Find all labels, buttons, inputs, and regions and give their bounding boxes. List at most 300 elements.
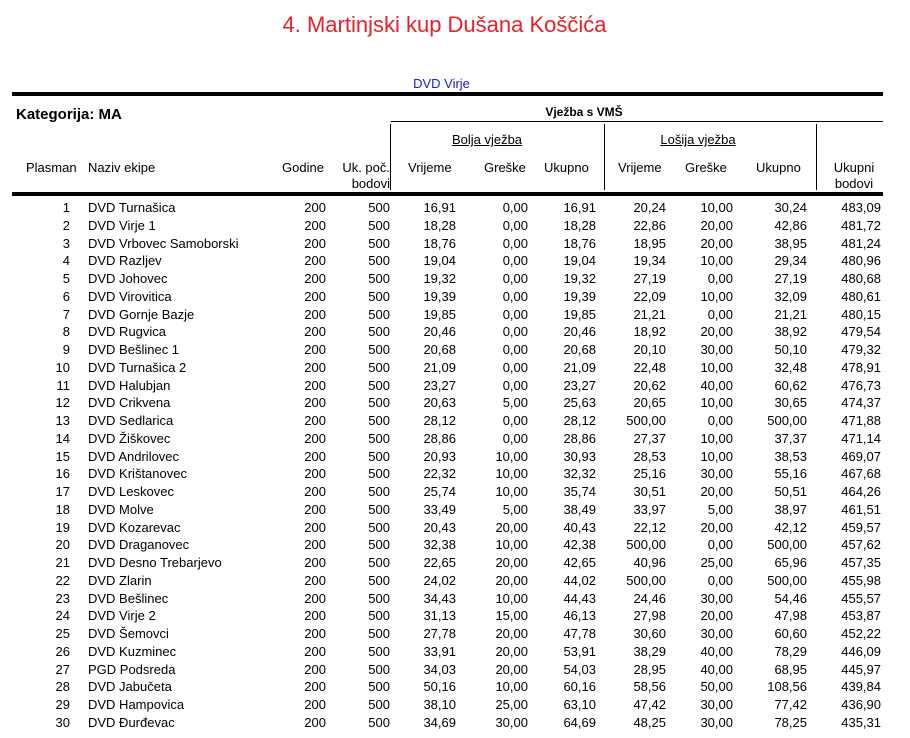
uk-poc-bodovi-cell: 500 [368, 466, 390, 482]
worse-vrijeme-cell: 22,09 [633, 288, 666, 304]
uk-poc-bodovi-cell: 500 [368, 484, 390, 499]
worse-vrijeme-cell: 20,62 [633, 377, 666, 393]
better-greske-cell: 0,00 [502, 324, 528, 340]
better-vrijeme-cell: 18,28 [423, 217, 456, 233]
godine-cell: 200 [304, 342, 326, 357]
better-vrijeme-cell: 28,86 [423, 430, 456, 446]
worse-vrijeme-cell: 47,42 [633, 697, 666, 712]
plasman-cell: 1 [62, 200, 70, 215]
ukupni-bodovi-cell: 481,24 [841, 235, 881, 251]
worse-vrijeme-cell: 30,60 [633, 626, 666, 641]
team-name-cell: DVD Krištanovec [88, 466, 187, 482]
team-name-cell: DVD Đurđevac [88, 714, 175, 730]
plasman-cell: 15 [55, 448, 70, 464]
better-greske-cell: 20,00 [495, 643, 528, 659]
godine-cell: 200 [304, 643, 326, 659]
worse-vrijeme-cell: 33,97 [633, 501, 666, 517]
plasman-cell: 18 [55, 501, 70, 517]
team-name-cell: DVD Johovec [88, 271, 168, 286]
ukupni-bodovi-cell: 474,37 [841, 395, 881, 411]
worse-run-header: Lošija vježba [660, 132, 736, 147]
team-name-cell: DVD Draganovec [88, 537, 190, 553]
worse-vrijeme-cell: 22,86 [633, 217, 666, 233]
godine-cell: 200 [304, 626, 326, 641]
worse-ukupno-cell: 38,92 [774, 324, 807, 340]
godine-cell: 200 [304, 519, 326, 535]
header-top-rule [12, 92, 883, 96]
uk-poc-bodovi-cell: 500 [368, 413, 390, 428]
worse-ukupno-cell: 65,96 [774, 555, 807, 570]
table-row [0, 519, 883, 537]
better-ukupno-cell: 20,46 [563, 324, 596, 340]
plasman-cell: 14 [55, 430, 70, 446]
group-header: Vježba s VMŠ [545, 105, 623, 119]
group-header-underline [391, 121, 883, 122]
better-ukupno-cell: 54,03 [563, 661, 596, 677]
plasman-cell: 6 [62, 288, 70, 304]
worse-greske-cell: 10,00 [700, 253, 733, 269]
better-vrijeme-cell: 34,43 [423, 590, 456, 606]
ukupni-bodovi-cell: 480,96 [841, 253, 881, 269]
better-greske-cell: 0,00 [502, 413, 528, 428]
worse-ukupno-cell: 27,19 [774, 271, 807, 286]
worse-vrijeme-cell: 21,21 [633, 306, 666, 322]
worse-ukupno-cell: 32,48 [774, 359, 807, 375]
better-ukupno-cell: 16,91 [563, 200, 596, 215]
table-row [0, 554, 883, 572]
table-row [0, 465, 883, 483]
uk-poc-bodovi-cell: 500 [368, 679, 390, 695]
worse-ukupno-cell: 30,24 [774, 200, 807, 215]
plasman-cell: 28 [55, 679, 70, 695]
team-name-cell: DVD Kozarevac [88, 519, 181, 535]
better-greske-cell: 10,00 [495, 590, 528, 606]
uk-poc-bodovi-cell: 500 [368, 501, 390, 517]
uk-poc-bodovi-cell: 500 [368, 217, 390, 233]
worse-ukupno-cell: 78,25 [774, 714, 807, 730]
better-vrijeme-cell: 19,32 [423, 271, 456, 286]
better-greske-cell: 10,00 [495, 448, 528, 464]
uk-poc-bodovi-cell: 500 [368, 572, 390, 588]
uk-poc-bodovi-cell: 500 [368, 235, 390, 251]
uk-poc-bodovi-cell: 500 [368, 288, 390, 304]
table-row [0, 590, 883, 608]
better-greske-cell: 0,00 [502, 377, 528, 393]
uk-poc-bodovi-cell: 500 [368, 608, 390, 624]
better-vrijeme-cell: 24,02 [423, 572, 456, 588]
better-vrijeme-cell: 19,39 [423, 288, 456, 304]
ukupni-bodovi-cell: 453,87 [841, 608, 881, 624]
ukupni-bodovi-cell: 455,98 [841, 572, 881, 588]
team-name-cell: DVD Andrilovec [88, 448, 180, 464]
worse-vrijeme-cell: 28,95 [633, 661, 666, 677]
worse-vrijeme-cell: 22,48 [633, 359, 666, 375]
col-header-greske-1: Greške [484, 160, 526, 175]
godine-cell: 200 [304, 253, 326, 269]
worse-ukupno-cell: 42,86 [774, 217, 807, 233]
godine-cell: 200 [304, 395, 326, 411]
better-greske-cell: 0,00 [502, 288, 528, 304]
uk-poc-bodovi-cell: 500 [368, 342, 390, 357]
team-name-cell: DVD Molve [88, 501, 154, 517]
godine-cell: 200 [304, 324, 326, 340]
better-greske-cell: 0,00 [502, 430, 528, 446]
better-greske-cell: 10,00 [495, 466, 528, 482]
ukupni-bodovi-cell: 445,97 [841, 661, 881, 677]
better-greske-cell: 10,00 [495, 537, 528, 553]
plasman-cell: 29 [55, 697, 70, 712]
better-vrijeme-cell: 38,10 [423, 697, 456, 712]
godine-cell: 200 [304, 590, 326, 606]
better-run-header: Bolja vježba [451, 132, 523, 147]
table-row [0, 483, 883, 501]
worse-ukupno-cell: 60,60 [774, 626, 807, 641]
table-row [0, 696, 883, 714]
worse-greske-cell: 10,00 [700, 448, 733, 464]
plasman-cell: 12 [55, 395, 70, 411]
worse-vrijeme-cell: 19,34 [633, 253, 666, 269]
ukupni-bodovi-cell: 467,68 [841, 466, 881, 482]
worse-ukupno-cell: 21,21 [774, 306, 807, 322]
team-name-cell: DVD Leskovec [88, 484, 174, 499]
godine-cell: 200 [304, 697, 326, 712]
uk-poc-bodovi-cell: 500 [368, 395, 390, 411]
plasman-cell: 13 [55, 413, 70, 428]
uk-poc-bodovi-cell: 500 [368, 697, 390, 712]
plasman-cell: 24 [55, 608, 70, 624]
godine-cell: 200 [304, 679, 326, 695]
worse-vrijeme-cell: 38,29 [633, 643, 666, 659]
better-vrijeme-cell: 28,12 [423, 413, 456, 428]
godine-cell: 200 [304, 413, 326, 428]
worse-greske-cell: 20,00 [700, 217, 733, 233]
worse-ukupno-cell: 108,56 [767, 679, 807, 695]
ukupni-bodovi-cell: 439,84 [841, 679, 881, 695]
godine-cell: 200 [304, 377, 326, 393]
godine-cell: 200 [304, 484, 326, 499]
better-vrijeme-cell: 21,09 [423, 359, 456, 375]
uk-poc-bodovi-cell: 500 [368, 643, 390, 659]
better-greske-cell: 20,00 [495, 555, 528, 570]
table-row [0, 625, 883, 643]
plasman-cell: 17 [55, 484, 70, 499]
col-header-ukupni-bodovi: bodovi [834, 176, 874, 191]
better-vrijeme-cell: 20,63 [423, 395, 456, 411]
worse-greske-cell: 0,00 [707, 271, 733, 286]
worse-vrijeme-cell: 27,19 [633, 271, 666, 286]
table-row [0, 607, 883, 625]
uk-poc-bodovi-cell: 500 [368, 430, 390, 446]
godine-cell: 200 [304, 200, 326, 215]
better-vrijeme-cell: 33,91 [423, 643, 456, 659]
godine-cell: 200 [304, 661, 326, 677]
host-label: DVD Virje [413, 76, 470, 91]
uk-poc-bodovi-cell: 500 [368, 555, 390, 570]
better-greske-cell: 0,00 [502, 253, 528, 269]
table-row [0, 323, 883, 341]
worse-vrijeme-cell: 30,51 [633, 484, 666, 499]
team-name-cell: DVD Vrbovec Samoborski [88, 235, 239, 251]
worse-vrijeme-cell: 22,12 [633, 519, 666, 535]
ukupni-bodovi-cell: 480,68 [841, 271, 881, 286]
better-ukupno-cell: 63,10 [563, 697, 596, 712]
better-greske-cell: 20,00 [495, 519, 528, 535]
worse-vrijeme-cell: 500,00 [626, 572, 666, 588]
better-ukupno-cell: 64,69 [563, 714, 596, 730]
team-name-cell: DVD Virje 2 [88, 608, 156, 624]
team-name-cell: DVD Razljev [88, 253, 162, 269]
worse-vrijeme-cell: 500,00 [626, 413, 666, 428]
uk-poc-bodovi-cell: 500 [368, 253, 390, 269]
team-name-cell: DVD Gornje Bazje [88, 306, 195, 322]
godine-cell: 200 [304, 448, 326, 464]
better-greske-cell: 15,00 [495, 608, 528, 624]
better-ukupno-cell: 19,32 [563, 271, 596, 286]
col-header-godine: Godine [282, 160, 324, 175]
team-name-cell: DVD Turnašica 2 [88, 359, 187, 375]
worse-ukupno-cell: 30,65 [774, 395, 807, 411]
uk-poc-bodovi-cell: 500 [368, 271, 390, 286]
worse-greske-cell: 30,00 [700, 590, 733, 606]
team-name-cell: DVD Virje 1 [88, 217, 156, 233]
plasman-cell: 9 [62, 342, 70, 357]
table-row [0, 430, 883, 448]
uk-poc-bodovi-cell: 500 [368, 359, 390, 375]
ukupni-bodovi-cell: 459,57 [841, 519, 881, 535]
godine-cell: 200 [304, 714, 326, 730]
ukupni-bodovi-cell: 471,14 [841, 430, 881, 446]
table-row [0, 199, 883, 217]
plasman-cell: 30 [55, 714, 70, 730]
plasman-cell: 19 [55, 519, 70, 535]
col-header-vrijeme-1: Vrijeme [408, 160, 452, 175]
uk-poc-bodovi-cell: 500 [368, 306, 390, 322]
plasman-cell: 25 [55, 626, 70, 641]
ukupni-bodovi-cell: 480,15 [841, 306, 881, 322]
worse-vrijeme-cell: 18,92 [633, 324, 666, 340]
header-bottom-rule [12, 192, 883, 196]
worse-greske-cell: 20,00 [700, 484, 733, 499]
ukupni-bodovi-cell: 483,09 [841, 200, 881, 215]
better-ukupno-cell: 32,32 [563, 466, 596, 482]
better-vrijeme-cell: 34,03 [423, 661, 456, 677]
team-name-cell: DVD Halubjan [88, 377, 171, 393]
better-greske-cell: 0,00 [502, 200, 528, 215]
better-greske-cell: 0,00 [502, 359, 528, 375]
worse-ukupno-cell: 38,97 [774, 501, 807, 517]
godine-cell: 200 [304, 501, 326, 517]
plasman-cell: 22 [55, 572, 70, 588]
table-row [0, 412, 883, 430]
ukupni-bodovi-cell: 452,22 [841, 626, 881, 641]
worse-vrijeme-cell: 20,24 [633, 200, 666, 215]
plasman-cell: 8 [62, 324, 70, 340]
worse-greske-cell: 20,00 [700, 235, 733, 251]
uk-poc-bodovi-cell: 500 [368, 448, 390, 464]
ukupni-bodovi-cell: 464,26 [841, 484, 881, 499]
godine-cell: 200 [304, 572, 326, 588]
divider-tick [604, 124, 605, 190]
better-ukupno-cell: 19,04 [563, 253, 596, 269]
team-name-cell: DVD Kuzminec [88, 643, 177, 659]
table-row [0, 661, 883, 679]
worse-vrijeme-cell: 40,96 [633, 555, 666, 570]
worse-ukupno-cell: 38,53 [774, 448, 807, 464]
worse-greske-cell: 0,00 [707, 413, 733, 428]
better-greske-cell: 0,00 [502, 271, 528, 286]
divider-tick [390, 124, 391, 190]
worse-ukupno-cell: 38,95 [774, 235, 807, 251]
ukupni-bodovi-cell: 457,62 [841, 537, 881, 553]
worse-vrijeme-cell: 28,53 [633, 448, 666, 464]
worse-vrijeme-cell: 500,00 [626, 537, 666, 553]
worse-vrijeme-cell: 48,25 [633, 714, 666, 730]
worse-greske-cell: 0,00 [707, 306, 733, 322]
better-ukupno-cell: 23,27 [563, 377, 596, 393]
worse-vrijeme-cell: 58,56 [633, 679, 666, 695]
worse-greske-cell: 0,00 [707, 572, 733, 588]
table-row [0, 359, 883, 377]
worse-vrijeme-cell: 27,37 [633, 430, 666, 446]
worse-ukupno-cell: 78,29 [774, 643, 807, 659]
worse-ukupno-cell: 29,34 [774, 253, 807, 269]
better-ukupno-cell: 28,86 [563, 430, 596, 446]
better-ukupno-cell: 19,85 [563, 306, 596, 322]
table-row [0, 394, 883, 412]
ukupni-bodovi-cell: 478,91 [841, 359, 881, 375]
better-vrijeme-cell: 20,43 [423, 519, 456, 535]
better-ukupno-cell: 18,76 [563, 235, 596, 251]
table-row [0, 270, 883, 288]
worse-ukupno-cell: 54,46 [774, 590, 807, 606]
worse-ukupno-cell: 500,00 [767, 537, 807, 553]
better-vrijeme-cell: 22,32 [423, 466, 456, 482]
better-ukupno-cell: 25,63 [563, 395, 596, 411]
ukupni-bodovi-cell: 480,61 [841, 288, 881, 304]
team-name-cell: DVD Desno Trebarjevo [88, 555, 222, 570]
better-ukupno-cell: 18,28 [563, 217, 596, 233]
better-vrijeme-cell: 20,93 [423, 448, 456, 464]
col-header-vrijeme-2: Vrijeme [618, 160, 662, 175]
worse-greske-cell: 0,00 [707, 537, 733, 553]
better-vrijeme-cell: 16,91 [423, 200, 456, 215]
worse-ukupno-cell: 37,37 [774, 430, 807, 446]
uk-poc-bodovi-cell: 500 [368, 590, 390, 606]
better-vrijeme-cell: 34,69 [423, 714, 456, 730]
better-vrijeme-cell: 19,85 [423, 306, 456, 322]
worse-greske-cell: 30,00 [700, 626, 733, 641]
table-row [0, 714, 883, 732]
table-row [0, 217, 883, 235]
better-greske-cell: 5,00 [502, 395, 528, 411]
godine-cell: 200 [304, 466, 326, 482]
better-ukupno-cell: 30,93 [563, 448, 596, 464]
worse-ukupno-cell: 500,00 [767, 572, 807, 588]
better-greske-cell: 30,00 [495, 714, 528, 730]
worse-greske-cell: 10,00 [700, 430, 733, 446]
godine-cell: 200 [304, 555, 326, 570]
worse-ukupno-cell: 50,51 [774, 484, 807, 499]
ukupni-bodovi-cell: 435,31 [841, 714, 881, 730]
col-header-uk-poc: Uk. poč. [342, 160, 390, 175]
better-vrijeme-cell: 33,49 [423, 501, 456, 517]
uk-poc-bodovi-cell: 500 [368, 661, 390, 677]
worse-vrijeme-cell: 27,98 [633, 608, 666, 624]
godine-cell: 200 [304, 306, 326, 322]
better-vrijeme-cell: 23,27 [423, 377, 456, 393]
col-header-naziv: Naziv ekipe [88, 160, 156, 175]
col-header-ukupno-2: Ukupno [756, 160, 801, 175]
table-row [0, 306, 883, 324]
ukupni-bodovi-cell: 436,90 [841, 697, 881, 712]
godine-cell: 200 [304, 235, 326, 251]
better-greske-cell: 0,00 [502, 217, 528, 233]
better-greske-cell: 0,00 [502, 235, 528, 251]
worse-greske-cell: 30,00 [700, 697, 733, 712]
worse-vrijeme-cell: 20,65 [633, 395, 666, 411]
plasman-cell: 27 [55, 661, 70, 677]
worse-greske-cell: 20,00 [700, 519, 733, 535]
better-vrijeme-cell: 22,65 [423, 555, 456, 570]
table-row [0, 501, 883, 519]
godine-cell: 200 [304, 271, 326, 286]
table-row [0, 235, 883, 253]
better-ukupno-cell: 60,16 [563, 679, 596, 695]
uk-poc-bodovi-cell: 500 [368, 626, 390, 641]
worse-greske-cell: 5,00 [707, 501, 733, 517]
better-ukupno-cell: 47,78 [563, 626, 596, 641]
plasman-cell: 7 [62, 306, 70, 322]
plasman-cell: 2 [62, 217, 70, 233]
uk-poc-bodovi-cell: 500 [368, 377, 390, 393]
godine-cell: 200 [304, 537, 326, 553]
col-header-greske-2: Greške [685, 160, 727, 175]
worse-greske-cell: 50,00 [700, 679, 733, 695]
team-name-cell: DVD Jabučeta [88, 679, 172, 695]
team-name-cell: DVD Šemovci [88, 626, 169, 641]
better-greske-cell: 20,00 [495, 572, 528, 588]
better-ukupno-cell: 44,43 [563, 590, 596, 606]
team-name-cell: DVD Zlarin [88, 572, 152, 588]
better-ukupno-cell: 28,12 [563, 413, 596, 428]
team-name-cell: PGD Podsreda [88, 661, 176, 677]
team-name-cell: DVD Sedlarica [88, 413, 174, 428]
better-ukupno-cell: 42,38 [563, 537, 596, 553]
ukupni-bodovi-cell: 479,54 [841, 324, 881, 340]
plasman-cell: 10 [55, 359, 70, 375]
table-row [0, 377, 883, 395]
uk-poc-bodovi-cell: 500 [368, 519, 390, 535]
team-name-cell: DVD Rugvica [88, 324, 167, 340]
godine-cell: 200 [304, 288, 326, 304]
team-name-cell: DVD Bešlinec [88, 590, 169, 606]
worse-greske-cell: 10,00 [700, 200, 733, 215]
uk-poc-bodovi-cell: 500 [368, 200, 390, 215]
worse-ukupno-cell: 55,16 [774, 466, 807, 482]
category-label: Kategorija: MA [16, 106, 122, 123]
better-greske-cell: 20,00 [495, 661, 528, 677]
ukupni-bodovi-cell: 457,35 [841, 555, 881, 570]
better-greske-cell: 20,00 [495, 626, 528, 641]
better-ukupno-cell: 53,91 [563, 643, 596, 659]
better-greske-cell: 0,00 [502, 342, 528, 357]
better-vrijeme-cell: 32,38 [423, 537, 456, 553]
ukupni-bodovi-cell: 471,88 [841, 413, 881, 428]
godine-cell: 200 [304, 217, 326, 233]
ukupni-bodovi-cell: 481,72 [841, 217, 881, 233]
worse-greske-cell: 30,00 [700, 714, 733, 730]
worse-ukupno-cell: 50,10 [774, 342, 807, 357]
